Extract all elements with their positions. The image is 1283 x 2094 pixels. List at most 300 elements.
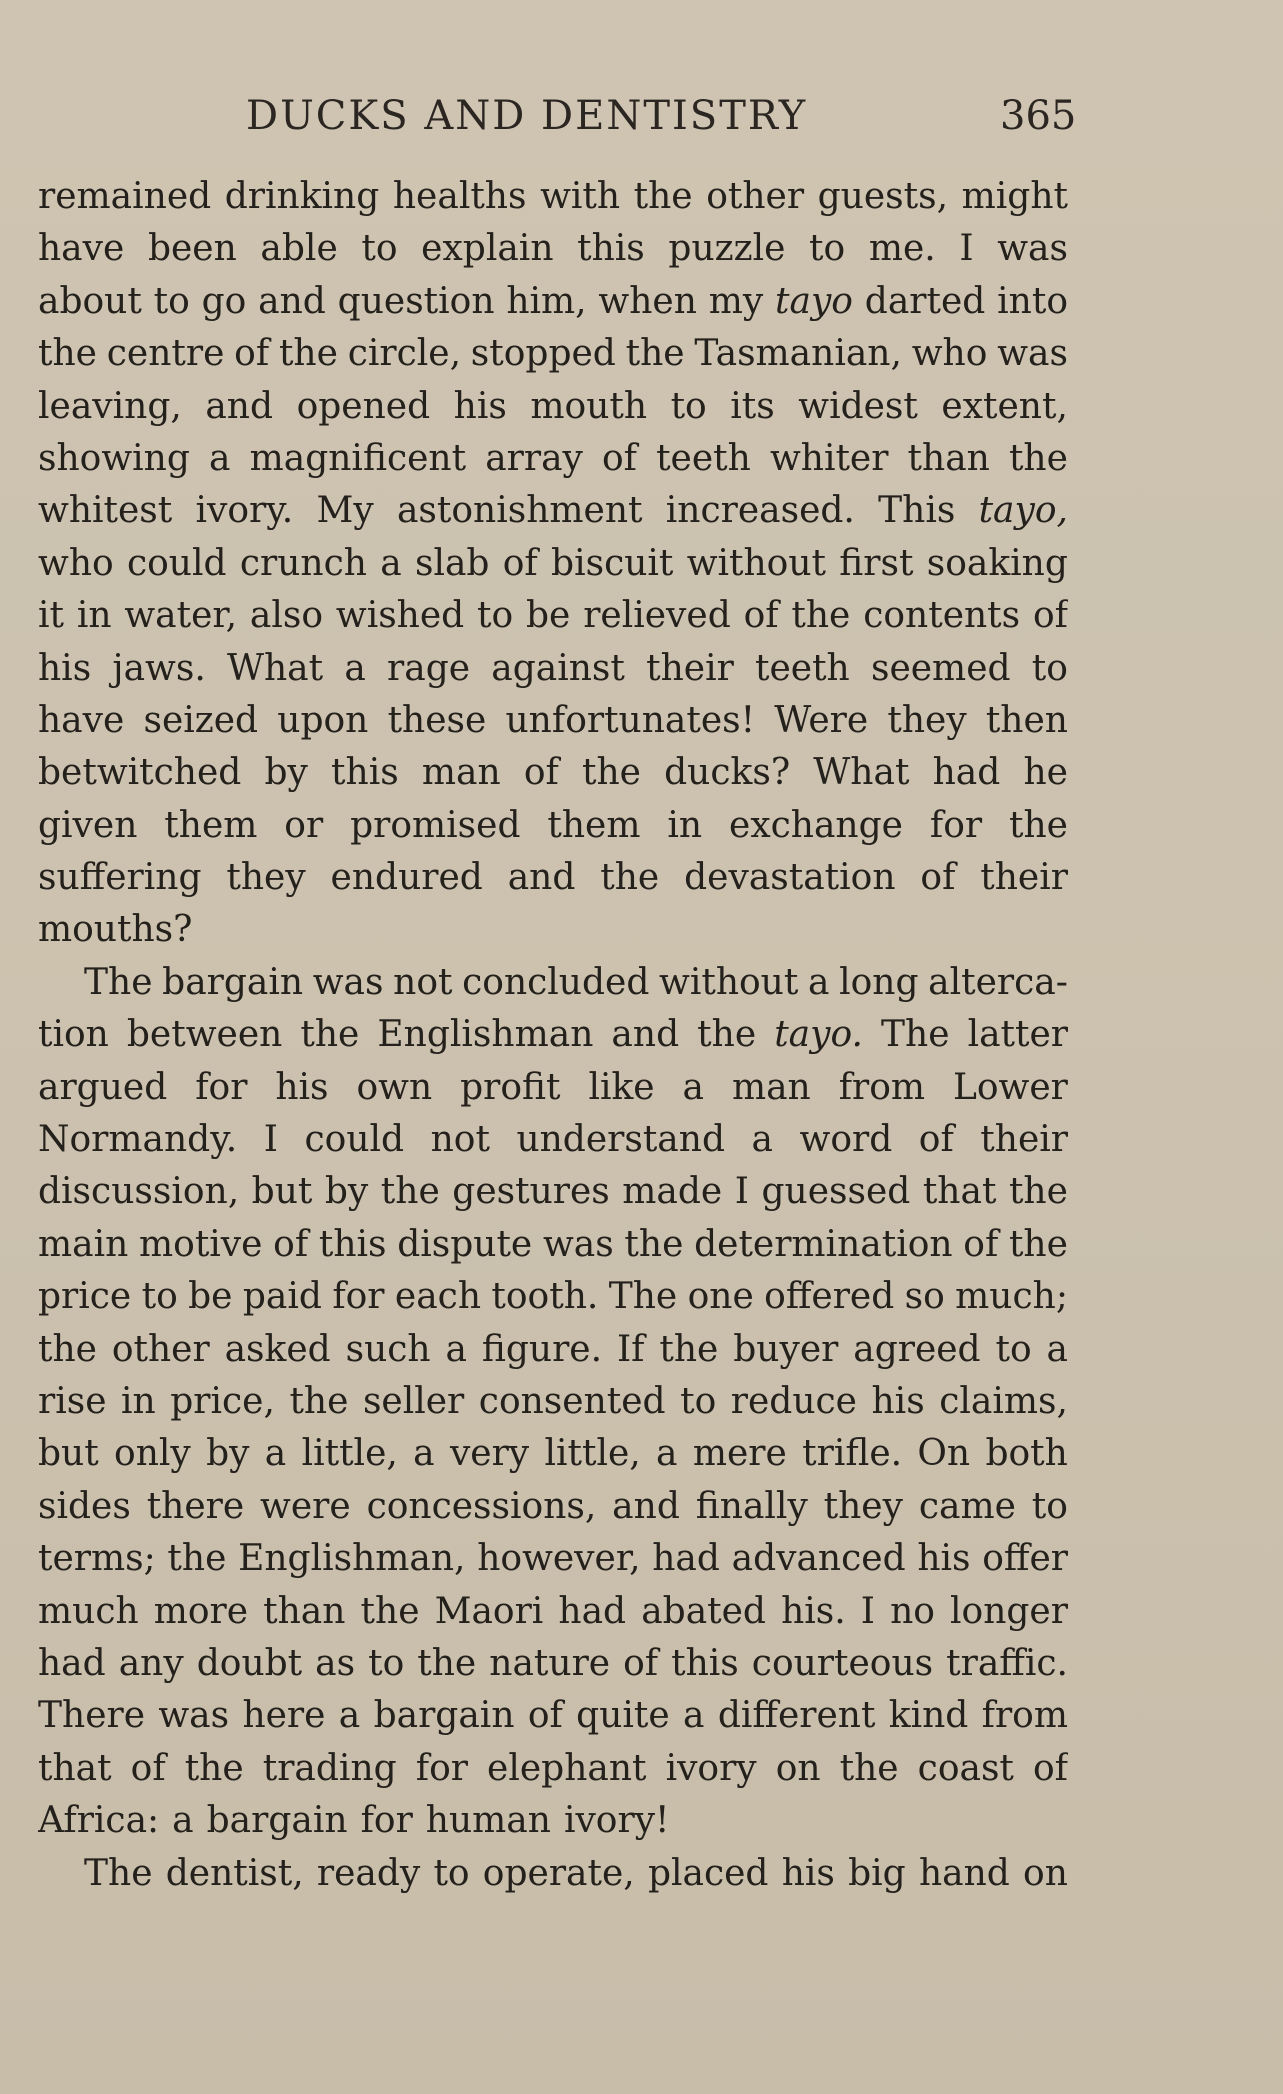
word: his (38, 647, 92, 689)
word: trading (262, 1747, 397, 1789)
word: the (278, 333, 338, 375)
word: different (717, 1695, 876, 1737)
word: the (1008, 437, 1068, 479)
word: Were (774, 699, 869, 741)
word: rage (387, 647, 471, 689)
word: widest (798, 385, 918, 427)
text-line (38, 433, 1068, 485)
word: than (907, 437, 990, 479)
word: discussion, (38, 1171, 240, 1213)
word: the (600, 857, 660, 899)
word: tion (38, 1014, 109, 1056)
word: of (743, 595, 779, 637)
word: from (838, 1066, 926, 1108)
word: had (652, 1538, 720, 1580)
word: bargain (373, 1695, 515, 1737)
word: advanced (731, 1538, 906, 1580)
word: have (38, 228, 125, 270)
word: remained (38, 176, 212, 217)
word: I (860, 1590, 875, 1632)
word: when (598, 280, 697, 322)
word: and (612, 1485, 680, 1527)
word: guessed (761, 1171, 911, 1213)
word: any (118, 1642, 184, 1684)
word: buyer (733, 1328, 839, 1370)
word: as (315, 1642, 356, 1684)
word: teeth (656, 437, 751, 479)
text-line (38, 1219, 1068, 1271)
text-line (38, 1690, 1068, 1742)
text-line (38, 381, 1068, 433)
word: made (622, 1171, 723, 1213)
word: claims, (939, 1380, 1068, 1422)
word: of (623, 1642, 659, 1684)
word: able (260, 228, 338, 270)
word: leaving, (38, 385, 182, 427)
word: Maori (434, 1590, 544, 1632)
word: water, (124, 595, 238, 637)
word: explain (421, 228, 554, 270)
word: more (153, 1590, 249, 1632)
word: a (751, 1119, 773, 1161)
word: for (360, 1800, 413, 1842)
word: longer (950, 1590, 1068, 1632)
running-title: DUCKS AND DENTISTRY (246, 93, 808, 139)
word: for (332, 1276, 385, 1318)
word: their (646, 647, 734, 689)
word: of (234, 333, 270, 375)
word: might (961, 176, 1068, 217)
word: devastation (684, 857, 896, 899)
word: on (775, 1747, 821, 1789)
word: human (425, 1800, 551, 1842)
word: it (38, 595, 64, 637)
word: to (361, 228, 398, 270)
word: about (38, 280, 142, 322)
word: ivory (665, 1747, 757, 1789)
word: paid (242, 1276, 322, 1318)
word: a (445, 1328, 467, 1370)
word: to (1031, 1485, 1068, 1527)
word: was (542, 1223, 614, 1265)
word: no (890, 1590, 935, 1632)
word: Englishman (377, 1014, 594, 1056)
word: the (697, 1014, 757, 1056)
word: astonishment (396, 490, 643, 532)
word: have (38, 699, 125, 741)
word: be (188, 1276, 233, 1318)
word: for (195, 1066, 248, 1108)
word: my (708, 280, 764, 322)
word: Africa: (38, 1800, 160, 1842)
word: but (38, 1433, 99, 1475)
word: There (38, 1695, 146, 1737)
word: seemed (870, 647, 1011, 689)
word: man (731, 1066, 811, 1108)
word: determination (694, 1223, 953, 1265)
word: tooth. (491, 1276, 599, 1318)
word: word (799, 1119, 893, 1161)
word: one (687, 1276, 754, 1318)
word: latter (967, 1014, 1068, 1056)
word: given (38, 804, 138, 846)
word: alterca- (928, 961, 1068, 1003)
word: argued (38, 1066, 168, 1108)
word: not (430, 1119, 490, 1161)
word: of (918, 1119, 954, 1161)
word: of (523, 752, 559, 794)
text-line (38, 747, 1068, 799)
word: who (38, 542, 114, 584)
word: the (38, 1328, 97, 1370)
word: the (625, 333, 685, 375)
word: their (980, 1119, 1068, 1161)
text-line (38, 904, 1068, 956)
word: traffic. (946, 1642, 1068, 1684)
word: only (114, 1433, 191, 1475)
word: its (730, 385, 775, 427)
word: big (848, 1852, 906, 1894)
word: the (633, 176, 693, 217)
word: to (477, 595, 514, 637)
word: On (917, 1433, 971, 1475)
word: his (453, 385, 507, 427)
word: had (38, 1642, 106, 1684)
word: rise (38, 1380, 107, 1422)
word: finally (695, 1485, 808, 1527)
word: in (121, 1380, 156, 1422)
word: of (601, 437, 637, 479)
text-line (38, 276, 1068, 328)
word: The (881, 1014, 950, 1056)
word: doubt (196, 1642, 303, 1684)
word: a (172, 1800, 194, 1842)
word: coast (917, 1747, 1014, 1789)
word: asked (224, 1328, 331, 1370)
word: the (582, 752, 641, 794)
word: mouth (530, 385, 648, 427)
word: seized (143, 699, 259, 741)
word: in (76, 595, 112, 637)
word: darted (864, 280, 986, 322)
text-line (38, 1848, 1068, 1900)
word: was (997, 333, 1068, 375)
word: a (380, 542, 402, 584)
text-line (38, 328, 1068, 380)
word: drinking (224, 176, 380, 217)
word: them (164, 804, 258, 846)
word: by (206, 1433, 250, 1475)
word: wished (335, 595, 465, 637)
word: exchange (729, 804, 903, 846)
word: a (209, 437, 231, 479)
word: or (284, 804, 324, 846)
word: a (656, 1433, 678, 1475)
word: to (368, 1642, 405, 1684)
running-head (0, 86, 1283, 146)
text-line (38, 1376, 1068, 1428)
word: could (304, 1119, 405, 1161)
word: trifle. (802, 1433, 903, 1475)
word: the (360, 1590, 420, 1632)
word: this (331, 752, 399, 794)
word: Lower (952, 1066, 1068, 1108)
word: man (421, 752, 501, 794)
word: a (682, 1066, 705, 1108)
word: price, (170, 1380, 275, 1422)
word: motive (139, 1223, 263, 1265)
word: healths (392, 176, 527, 217)
text-line (38, 1743, 1068, 1795)
word: to (995, 1328, 1032, 1370)
text-line (38, 695, 1068, 747)
text-line (38, 171, 1068, 223)
word: like (588, 1066, 655, 1108)
word: this (671, 1642, 739, 1684)
word: If (616, 1328, 645, 1370)
word: of (1032, 1747, 1068, 1789)
word: magnificent (249, 437, 467, 479)
text-line (38, 1009, 1068, 1061)
word: the (839, 1747, 899, 1789)
word: was (158, 1695, 230, 1737)
word: circle, (347, 333, 462, 375)
word: to (153, 280, 190, 322)
word: own (356, 1066, 433, 1108)
word: offer (982, 1538, 1068, 1580)
word: endured (330, 857, 483, 899)
text-line (38, 590, 1068, 642)
word: much (38, 1590, 139, 1632)
word: they (823, 1485, 903, 1527)
word: by (264, 752, 308, 794)
word: Tasmanian, (694, 333, 902, 375)
word: had (558, 1590, 627, 1632)
word: ready (316, 1852, 421, 1894)
word: the (659, 1328, 719, 1370)
text-line (38, 223, 1068, 275)
text-line (38, 643, 1068, 695)
word: and (258, 280, 326, 322)
word: guests, (817, 176, 949, 217)
word: puzzle (668, 228, 786, 270)
word: his. (781, 1590, 846, 1632)
word: the (289, 1380, 349, 1422)
text-line (38, 1586, 1068, 1638)
word: kind (888, 1695, 969, 1737)
word: a (807, 961, 830, 1003)
word: centre (106, 333, 225, 375)
word: came (918, 1485, 1016, 1527)
text-line (38, 957, 1068, 1009)
word: the (1008, 1171, 1068, 1213)
word: contents (863, 595, 1021, 637)
word: Normandy. (38, 1119, 238, 1161)
word: placed (647, 1852, 769, 1894)
word: then (985, 699, 1068, 741)
text-line (38, 1114, 1068, 1166)
word: not (393, 961, 453, 1003)
word: without (686, 542, 826, 584)
word: tayo (775, 280, 853, 322)
word: agreed (853, 1328, 981, 1370)
text-line (38, 1062, 1068, 1114)
word: profit (460, 1066, 561, 1108)
word: courteous (751, 1642, 934, 1684)
word: and (205, 385, 274, 427)
word: offered (764, 1276, 895, 1318)
text-line (38, 1533, 1068, 1585)
word: of (130, 1747, 166, 1789)
text-line (38, 1428, 1068, 1480)
word: against (491, 647, 625, 689)
word: increased. (665, 490, 855, 532)
word: his (917, 1538, 971, 1580)
word: from (981, 1695, 1068, 1737)
word: The (84, 1852, 153, 1894)
word: promised (350, 804, 521, 846)
word: abated (641, 1590, 766, 1632)
word: much; (955, 1276, 1068, 1318)
word: so (904, 1276, 945, 1318)
word: the (184, 1747, 244, 1789)
word: dentist, (165, 1852, 304, 1894)
word: to (1031, 647, 1068, 689)
word: the (791, 595, 851, 637)
word: into (997, 280, 1068, 322)
word: ducks? (664, 752, 791, 794)
word: jaws. (112, 647, 206, 689)
word: very (449, 1433, 530, 1475)
word: showing (38, 437, 190, 479)
word: long (839, 961, 919, 1003)
text-line (38, 800, 1068, 852)
word: of (502, 542, 538, 584)
word: of (527, 1695, 563, 1737)
word: him, (506, 280, 587, 322)
word: tayo, (978, 490, 1068, 532)
word: mere (692, 1433, 787, 1475)
word: could (126, 542, 227, 584)
word: and (507, 857, 576, 899)
word: understand (516, 1119, 726, 1161)
word: had (932, 752, 1001, 794)
word: dispute (397, 1223, 533, 1265)
word: What (813, 752, 910, 794)
word: main (38, 1223, 129, 1265)
word: nature (489, 1642, 611, 1684)
word: the (624, 1223, 684, 1265)
word: a (264, 1433, 287, 1475)
word: The (84, 961, 153, 1003)
word: to (670, 385, 707, 427)
word: terms; (38, 1538, 156, 1580)
word: of (963, 1223, 999, 1265)
word: the (1008, 1223, 1068, 1265)
word: extent, (941, 385, 1068, 427)
word: such (345, 1328, 431, 1370)
word: betwitched (38, 752, 242, 794)
text-line (38, 1638, 1068, 1690)
word: and (611, 1014, 680, 1056)
word: bargain (162, 961, 304, 1003)
text-line (38, 1271, 1068, 1323)
word: on (1023, 1852, 1068, 1894)
word: seller (362, 1380, 465, 1422)
word: suffering (38, 857, 202, 899)
word: concessions, (366, 1485, 597, 1527)
text-line (38, 1166, 1068, 1218)
word: been (147, 228, 237, 270)
word: quite (576, 1695, 670, 1737)
word: but (251, 1171, 313, 1213)
text-line (38, 1481, 1068, 1533)
word: be (526, 595, 571, 637)
word: here (242, 1695, 326, 1737)
word: his (275, 1066, 329, 1108)
word: crunch (239, 542, 367, 584)
word: relieved (583, 595, 731, 637)
word: ivory. (195, 490, 294, 532)
word: elephant (487, 1747, 647, 1789)
word: price (38, 1276, 132, 1318)
word: gestures (452, 1171, 610, 1213)
word: them (547, 804, 641, 846)
word: I (734, 1171, 749, 1213)
word: with (540, 176, 621, 217)
word: whitest (38, 490, 173, 532)
word: first (839, 542, 914, 584)
word: to (433, 1852, 470, 1894)
word: a (338, 1695, 361, 1737)
word: also (249, 595, 324, 637)
text-line (38, 852, 1068, 904)
word: these (387, 699, 487, 741)
word: I (263, 1119, 278, 1161)
word: this (577, 228, 645, 270)
word: to (680, 1380, 717, 1422)
word: their (980, 857, 1068, 899)
word: his (871, 1380, 925, 1422)
word: mouths? (38, 909, 193, 951)
word: the (380, 1171, 440, 1213)
text-line (38, 1795, 1068, 1847)
word: figure. (481, 1328, 603, 1370)
word: me. (868, 228, 936, 270)
word: they (887, 699, 967, 741)
word: unfortunates! (505, 699, 756, 741)
word: array (485, 437, 583, 479)
word: bargain (206, 1800, 348, 1842)
word: they (226, 857, 306, 899)
word: My (316, 490, 374, 532)
word: I (959, 228, 974, 270)
word: without (659, 961, 799, 1003)
word: however, (477, 1538, 641, 1580)
word: of (273, 1223, 309, 1265)
word: than (263, 1590, 346, 1632)
word: What (226, 647, 324, 689)
word: for (929, 804, 983, 846)
word: stopped (470, 333, 616, 375)
word: a (1046, 1328, 1068, 1370)
word: both (985, 1433, 1068, 1475)
word: a (683, 1695, 705, 1737)
word: that (922, 1171, 997, 1213)
word: the (417, 1642, 477, 1684)
word: biscuit (551, 542, 674, 584)
text-line (38, 485, 1068, 537)
